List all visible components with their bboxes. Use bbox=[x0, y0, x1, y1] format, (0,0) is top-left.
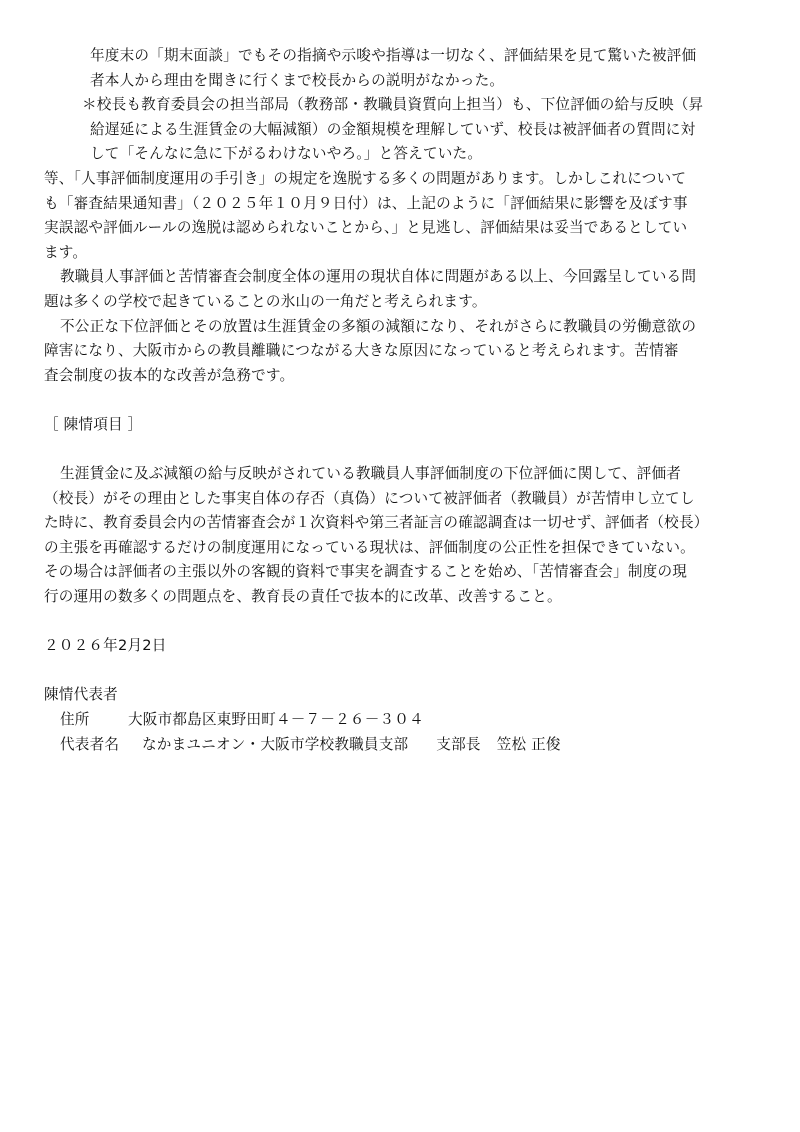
petition-line: た時に、教育委員会内の苦情審査会が１次資料や第三者証言の確認調査は一切せず、評価者（校長） bbox=[44, 514, 709, 532]
section-heading: ［ 陳情項目 ］ bbox=[44, 415, 143, 433]
spacer bbox=[44, 388, 774, 413]
paragraph-line: 実誤認や評価ルールの逸脱は認められないことから、」と見逃し、評価結果は妥当であるとしてい bbox=[44, 219, 688, 237]
address-row bbox=[44, 708, 774, 733]
text-line: 年度末の「期末面談」でもその指摘や示唆や指導は一切なく、評価結果を見て驚いた被評価 bbox=[90, 47, 697, 64]
note-line: ＊校長も教育委員会の担当部局（教務部・教職員資質向上担当）も、下位評価の給与反映（昇 bbox=[82, 96, 704, 114]
paragraph-line: ます。 bbox=[44, 243, 88, 261]
paragraph-line: 題は多くの学校で起きていることの氷山の一角だと考えられます。 bbox=[44, 292, 487, 310]
representative-name-row bbox=[44, 733, 774, 758]
address-label: 住所 bbox=[60, 711, 90, 729]
spacer bbox=[44, 610, 774, 635]
petition-line: その場合は評価者の主張以外の客観的資料で事実を調査することを始め、「苦情審査会」制度の現 bbox=[44, 563, 688, 581]
position-title: 支部長 bbox=[436, 735, 481, 753]
document-page bbox=[44, 44, 774, 757]
note-line: 給遅延による生涯賃金の大幅減額）の金額規模を理解していず、校長は被評価者の質問に対 bbox=[90, 120, 696, 138]
paragraph-line: 査会制度の抜本的な改善が急務です。 bbox=[44, 366, 295, 384]
spacer bbox=[44, 659, 774, 684]
paragraph-line: 教職員人事評価と苦情審査会制度全体の運用の現状自体に問題がある以上、今回露呈している問 bbox=[60, 268, 697, 286]
petition-line: （校長）がその理由とした事実自体の存否（真偽）について被評価者（教職員）が苦情申し立てし bbox=[44, 489, 695, 507]
paragraph-line: 障害になり、大阪市からの教員離職につながる大きな原因になっていると考えられます。苦情審 bbox=[44, 342, 679, 360]
paragraph-line: も「審査結果通知書」（２０２５年１０月９日付）は、上記のように「評価結果に影響を及ぼす事 bbox=[44, 194, 688, 212]
date: ２０２６年2月2日 bbox=[44, 637, 167, 655]
petition-line: 生涯賃金に及ぶ減額の給与反映がされている教職員人事評価制度の下位評価に関して、評価者 bbox=[60, 465, 682, 483]
petition-line: の主張を再確認するだけの制度運用になっている現状は、評価制度の公正性を担保できていない。 bbox=[44, 538, 695, 556]
paragraph-line: 不公正な下位評価とその放置は生涯賃金の多額の減額になり、それがさらに教職員の労働意欲の bbox=[60, 317, 697, 335]
representative-heading: 陳情代表者 bbox=[44, 686, 118, 704]
name-label: 代表者名 bbox=[60, 735, 120, 753]
representative-name: 笠松 正俊 bbox=[496, 735, 561, 753]
spacer bbox=[44, 438, 774, 463]
organization-name: なかまユニオン・大阪市学校教職員支部 bbox=[142, 735, 409, 753]
text-line: 者本人から理由を聞きに行くまで校長からの説明がなかった。 bbox=[90, 71, 505, 89]
petition-line: 行の運用の数多くの問題点を、教育長の責任で抜本的に改革、改善すること。 bbox=[44, 588, 562, 606]
paragraph-line: 等、「人事評価制度運用の手引き」の規定を逸脱する多くの問題があります。しかしこれについて bbox=[44, 169, 687, 187]
note-line: して「そんなに急に下がるわけないやろ。」と答えていた。 bbox=[90, 145, 483, 163]
address-value: 大阪市都島区東野田町４－７－２６－３０４ bbox=[128, 711, 424, 729]
